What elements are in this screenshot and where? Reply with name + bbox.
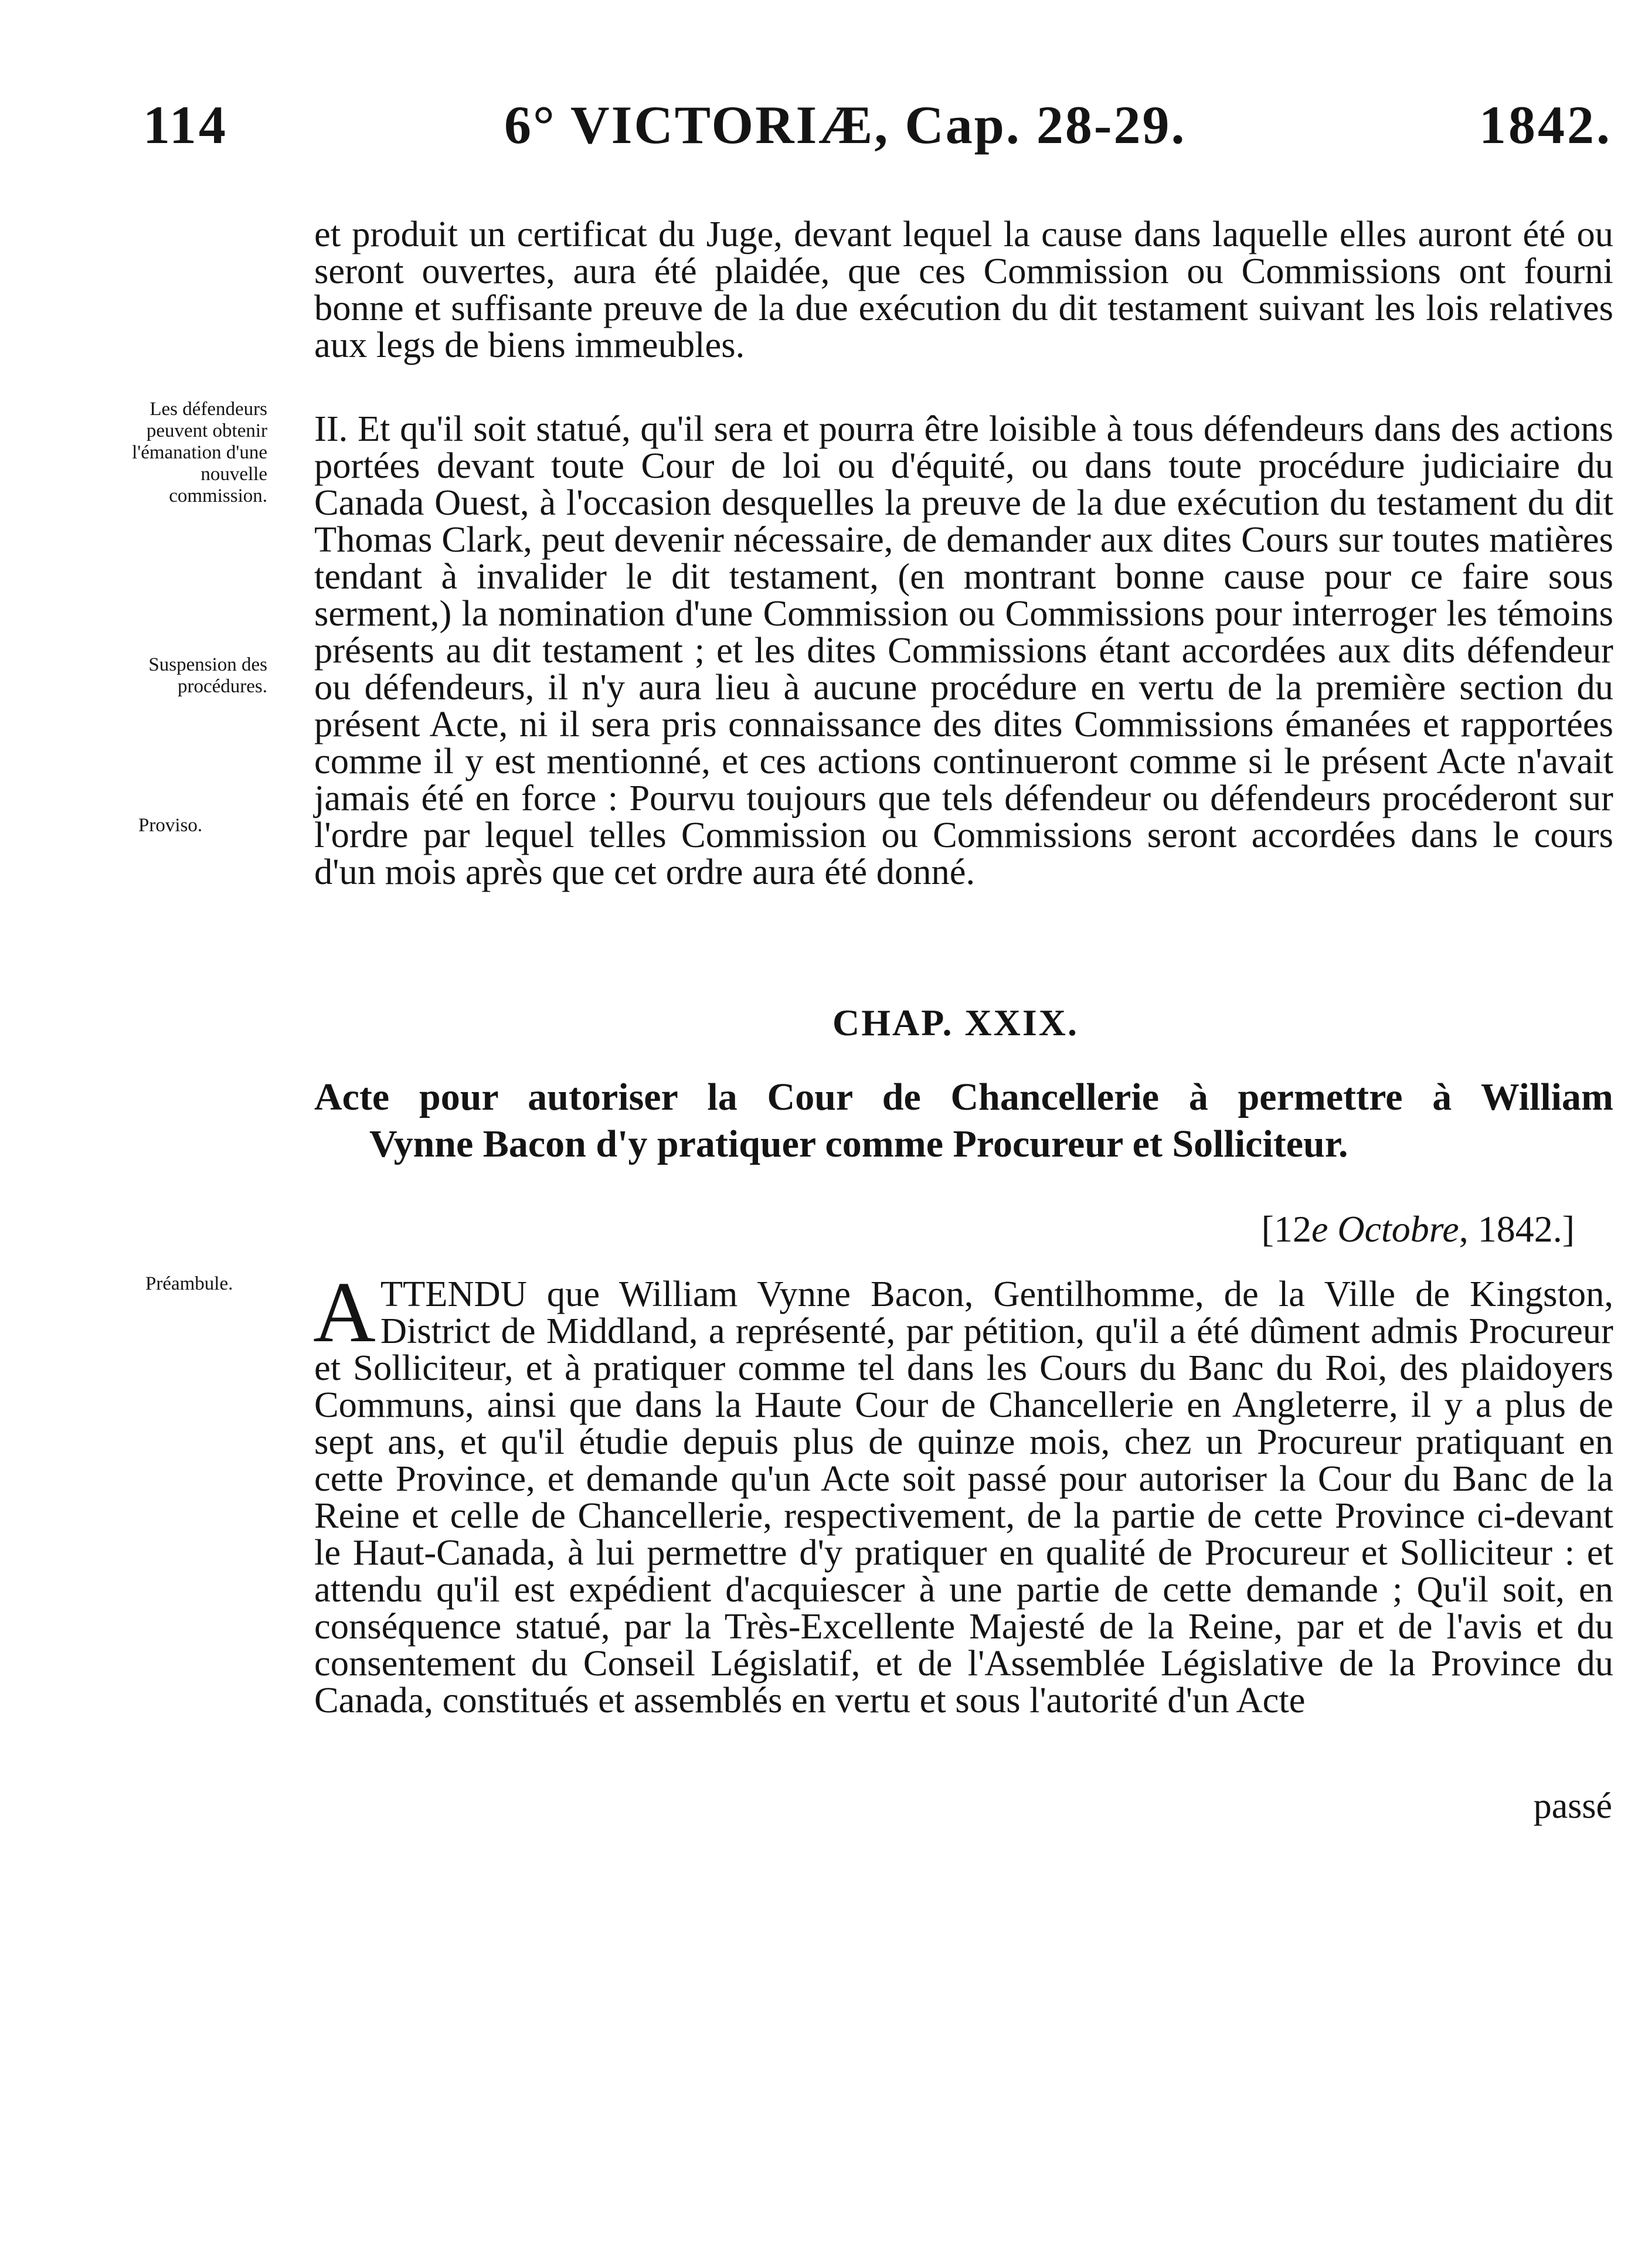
date-close: , 1842.] (1459, 1208, 1575, 1250)
page-number: 114 (143, 95, 228, 155)
continuation-paragraph: et produit un certificat du Juge, devant lequel la cause dans laquelle elles auront été ou seront ouvertes, aura été plaidée, que ces Commission ou Commissions ont fourni bonne et suffisante preuve de la due exécution du dit testament suivant les lois relatives aux legs de biens immeubles. (314, 213, 1613, 365)
running-header (0, 94, 1645, 176)
margin-note-defendants: Les défendeurs peuvent obtenir l'émanation d'une nouvelle commission. (132, 399, 267, 506)
margin-note-suspension: Suspension des procédures. (148, 654, 267, 697)
margin-note-proviso: Proviso. (138, 815, 203, 836)
preamble-text: TTENDU que William Vynne Bacon, Gentilhomme, de la Ville de Kingston, District de Middland, a représenté, par pétition, qu'il a été dûment admis Procureur et Solliciteur, et à pratiquer comme tel dans les Cours du Banc du Roi, des plaidoyers Communs, ainsi que dans la Haute Cour de Chancellerie en Angleterre, il y a plus de sept ans, et qu'il étudie depuis plus de quinze mois, chez un Procureur pratiquant en cette Province, et demande qu'un Acte soit passé pour autoriser la Cour du Banc de la Reine et celle de Chancellerie, respectivement, de la partie de cette Province ci-devant le Haut-Canada, à lui permettre d'y pratiquer en qualité de Procureur et Solliciteur : et attendu qu'il est expédient d'acquiescer à une partie de cette demande ; Qu'il soit, en conséquence statué, par la Très-Excellente Majesté de la Reine, par et de l'avis et du consentement du Conseil Législatif, et de l'Assemblée Législative de la Province du Canada, constitués et assemblés en vertu et sous l'autorité d'un Acte (314, 1273, 1613, 1720)
date-italic: e Octobre (1311, 1208, 1459, 1250)
act-date (1262, 1208, 1575, 1251)
preamble-paragraph (313, 1264, 1613, 1720)
margin-note-preamble: Préambule. (145, 1273, 233, 1294)
act-title (314, 1074, 1613, 1168)
drop-cap: A (313, 1264, 376, 1361)
date-open: [12 (1261, 1208, 1311, 1250)
act-title-line-1: Acte pour autoriser la Cour de Chancellerie à permettre à William (314, 1076, 1613, 1118)
catchword: passé (1533, 1786, 1612, 1826)
header-title: 6° VICTORIÆ, Cap. 28-29. (504, 95, 1187, 155)
chapter-heading: CHAP. XXIX. (832, 1002, 1079, 1043)
section-ii-paragraph: II. Et qu'il soit statué, qu'il sera et pourra être loisible à tous défendeurs dans des actions portées devant toute Cour de loi ou d'équité, ou dans toute procédure judiciaire du Canada Ouest, à l'occasion desquelles la preuve de la due exécution du testament du dit Thomas Clark, peut devenir nécessaire, de demander aux dites Cours sur toutes matières tendant à invalider le dit testament, (en montrant bonne cause pour ce faire sous serment,) la nomination d'une Commission ou Commissions pour interroger les témoins présents au dit testament ; et les dites Commissions étant accordées aux dits défendeur ou défendeurs, il n'y aura lieu à aucune procédure en vertu de la première section du présent Acte, ni il sera pris connaissance des dites Commissions émanées et rapportées comme il y est mentionné, et ces actions continueront comme si le présent Acte n'avait jamais été en force : Pourvu toujours que tels défendeur ou défendeurs procéderont sur l'ordre par lequel telles Commission ou Commissions seront accordées dans le cours d'un mois après que cet ordre aura été donné. (314, 408, 1613, 892)
act-title-line-2: Vynne Bacon d'y pratiquer comme Procureur et Solliciteur. (369, 1123, 1348, 1165)
header-year: 1842. (1479, 95, 1612, 155)
